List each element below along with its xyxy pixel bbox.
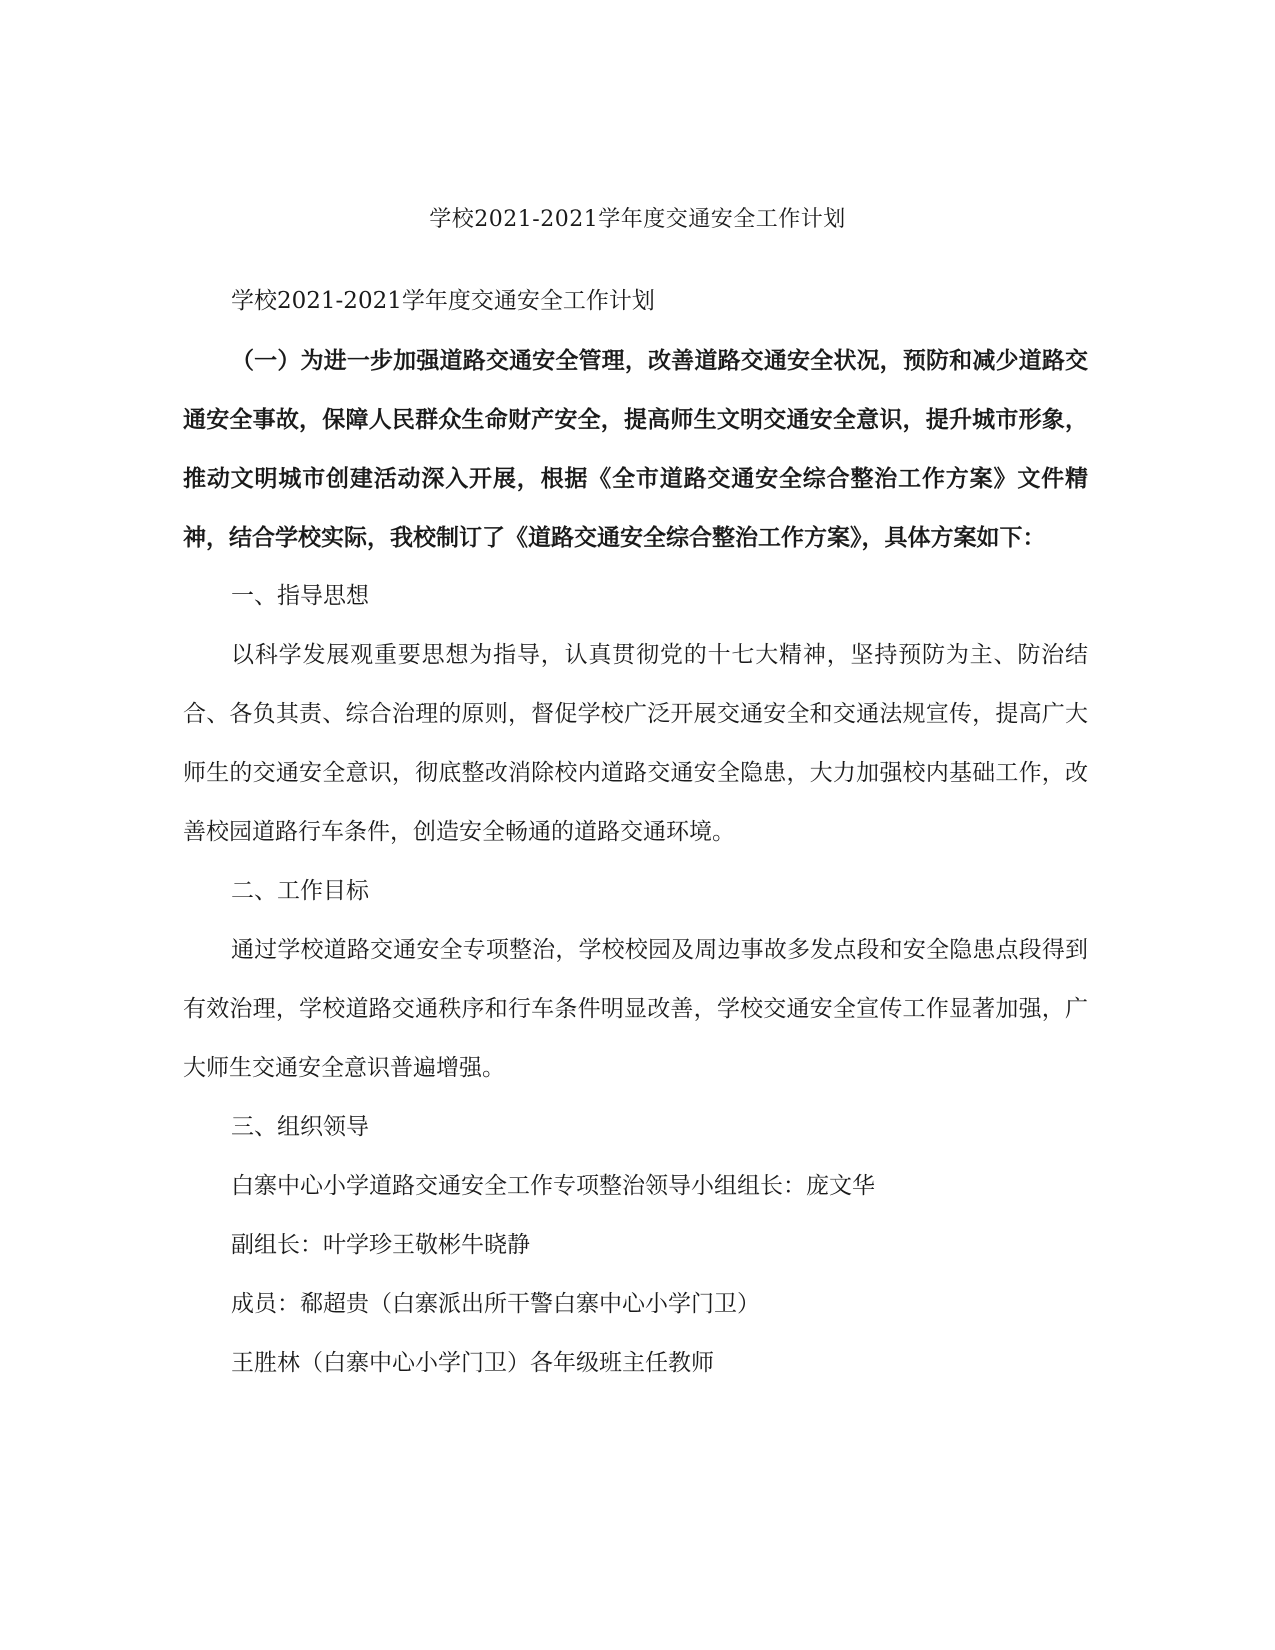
paragraph-work-goals: 通过学校道路交通安全专项整治，学校校园及周边事故多发点段和安全隐患点段得到有效治理，学校道路交通秩序和行车条件明显改善，学校交通安全宣传工作显著加强，广大师生交通安全意识普遍增强。: [183, 937, 1088, 1081]
paragraph-group-leader: 白寨中心小学道路交通安全工作专项整治领导小组组长：庞文华: [231, 1173, 875, 1199]
section-heading-guiding-thought: 一、指导思想: [231, 583, 369, 609]
document-title: 学校2021-2021学年度交通安全工作计划: [429, 207, 846, 232]
section-heading-organization: 三、组织领导: [231, 1114, 369, 1140]
paragraph-members-continued: 王胜林（白寨中心小学门卫）各年级班主任教师: [231, 1350, 714, 1376]
paragraph-subtitle: 学校2021-2021学年度交通安全工作计划: [231, 288, 655, 314]
paragraph-guiding-thought: 以科学发展观重要思想为指导，认真贯彻党的十七大精神，坚持预防为主、防治结合、各负其责、综合治理的原则，督促学校广泛开展交通安全和交通法规宣传，提高广大师生的交通安全意识，彻底整改消除校内道路交通安全隐患，大力加强校内基础工作，改善校园道路行车条件，创造安全畅通的道路交通环境。: [183, 642, 1088, 845]
document-body: [183, 272, 1088, 1393]
paragraph-deputy-leaders: 副组长：叶学珍王敬彬牛晓静: [231, 1232, 530, 1258]
paragraph-intro: （一）为进一步加强道路交通安全管理，改善道路交通安全状况，预防和减少道路交通安全事故，保障人民群众生命财产安全，提高师生文明交通安全意识，提升城市形象，推动文明城市创建活动深入开展，根据《全市道路交通安全综合整治工作方案》文件精神，结合学校实际，我校制订了《道路交通安全综合整治工作方案》，具体方案如下：: [183, 347, 1088, 551]
section-heading-work-goals: 二、工作目标: [231, 878, 369, 904]
paragraph-members: 成员：郗超贵（白寨派出所干警白寨中心小学门卫）: [231, 1291, 760, 1317]
